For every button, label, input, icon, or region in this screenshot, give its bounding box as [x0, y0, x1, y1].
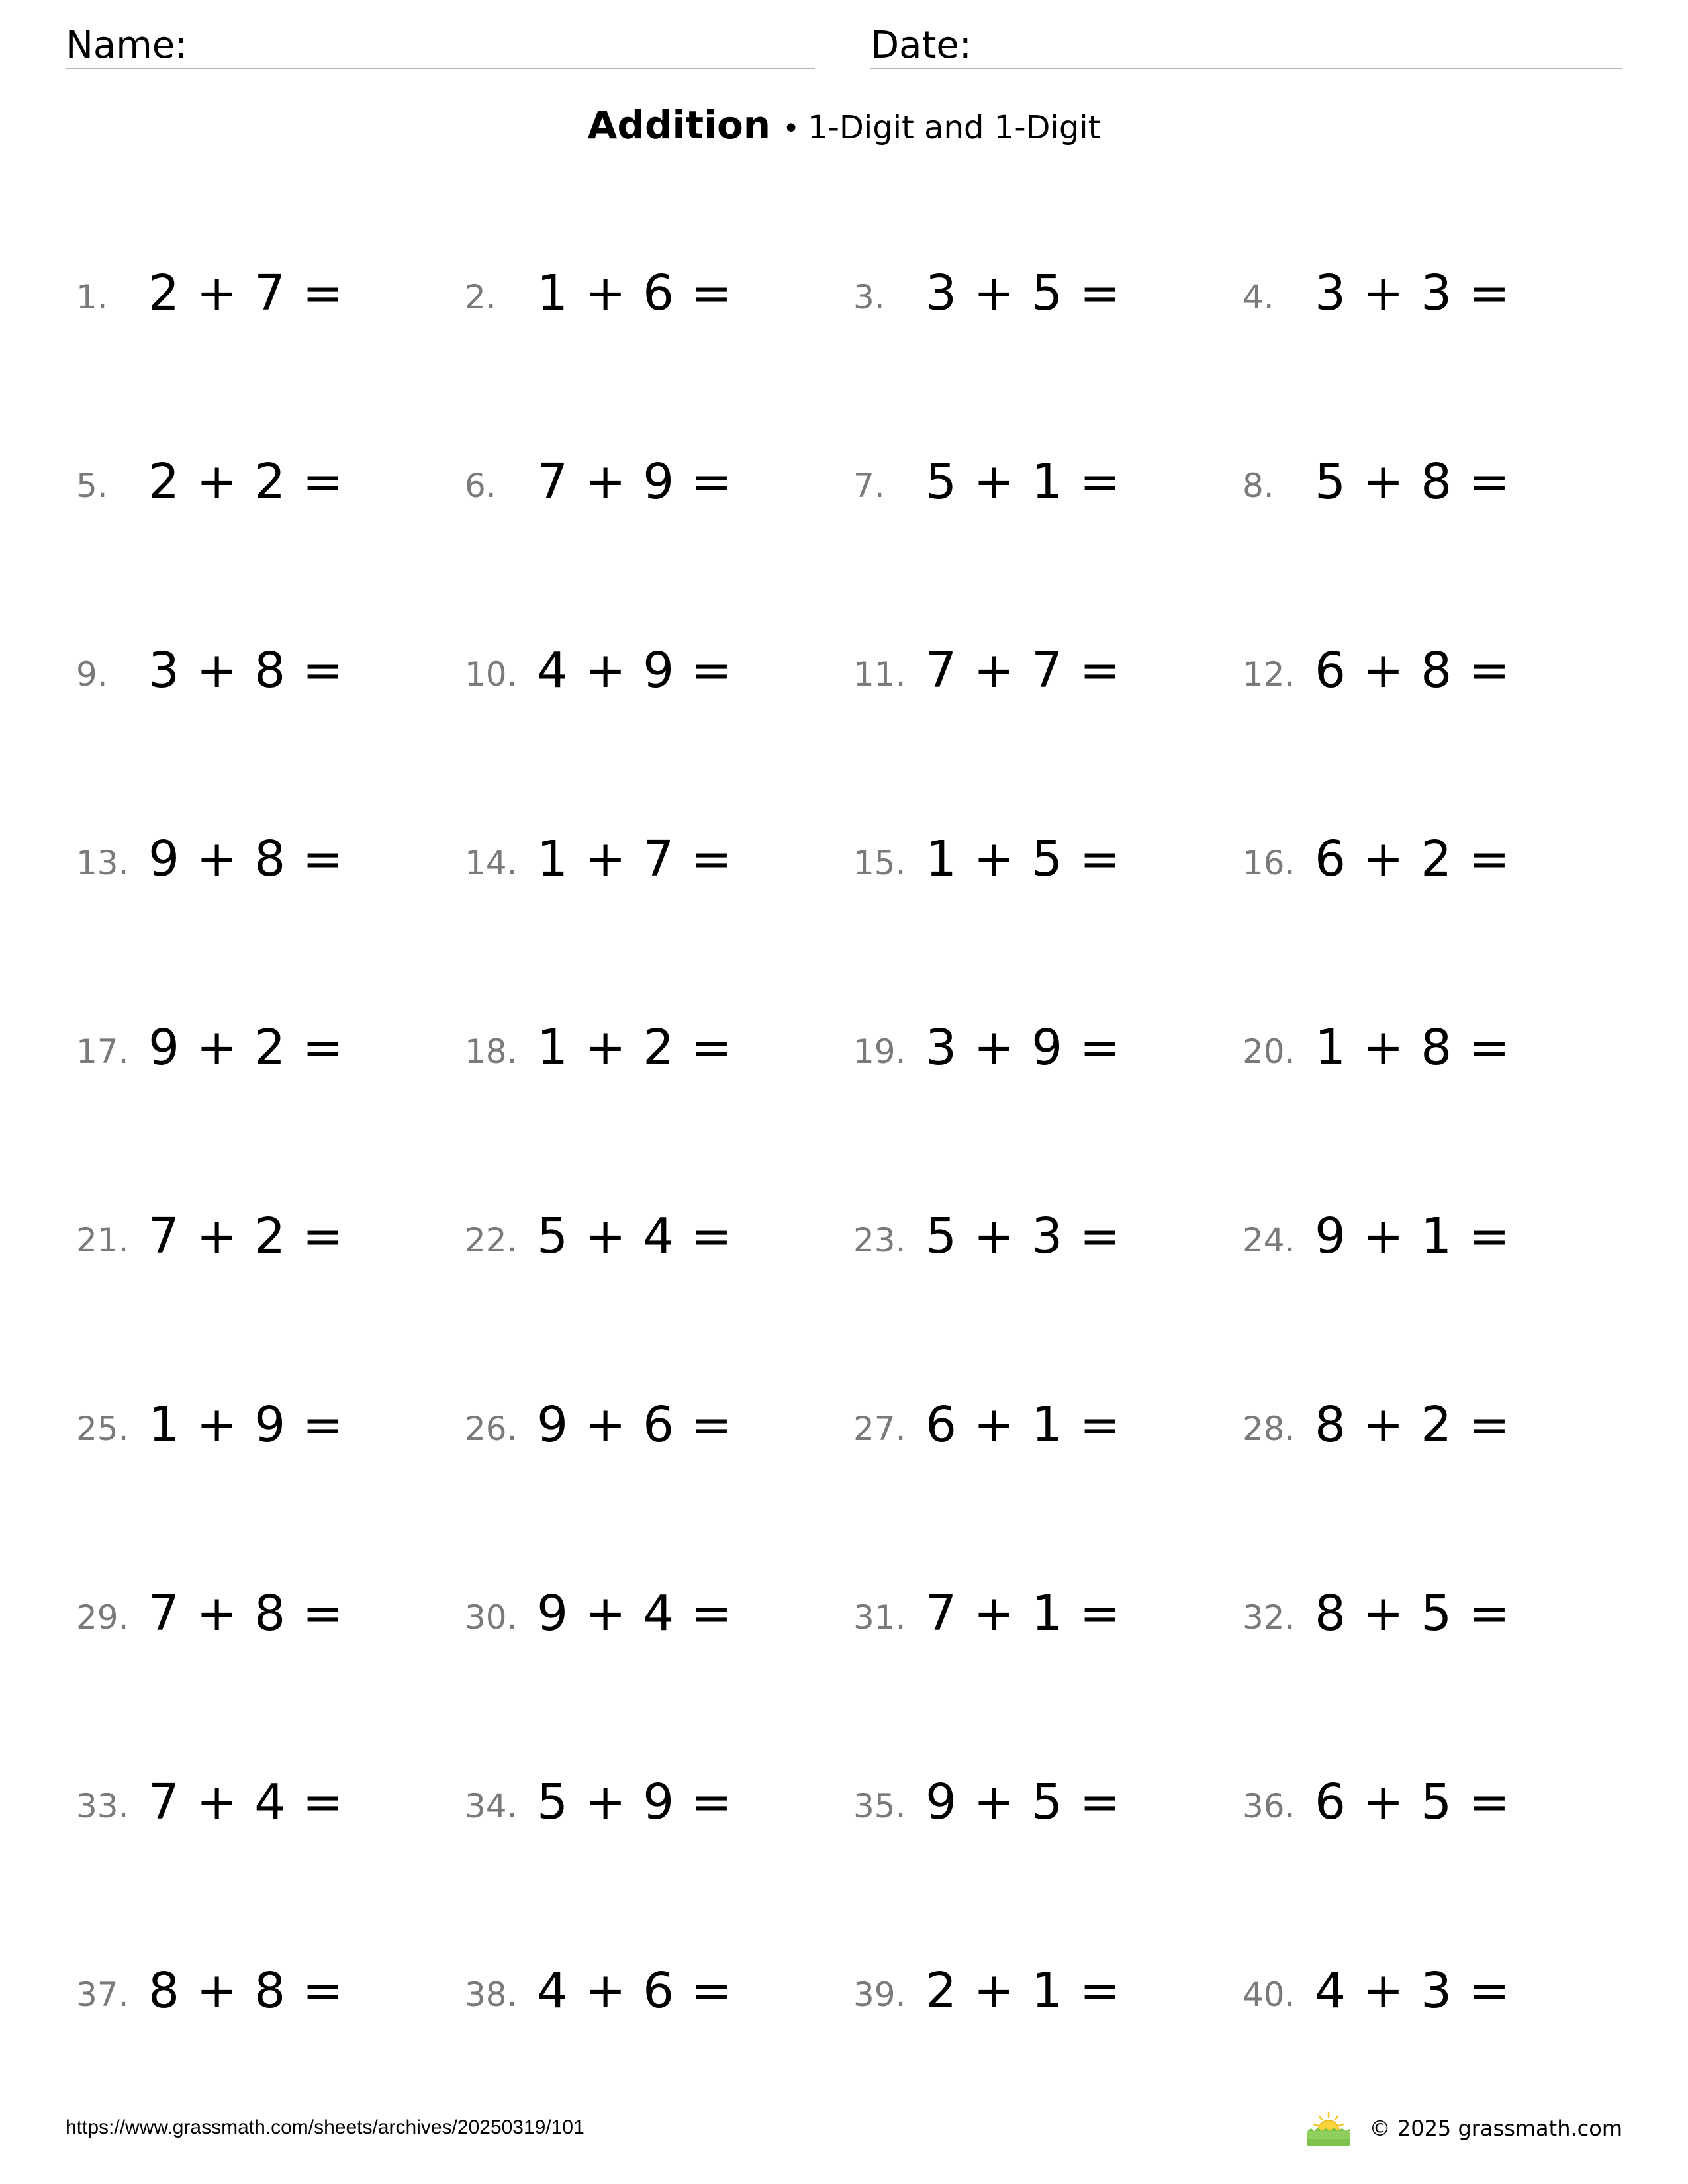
problem-expression: 9 + 4 =: [537, 1585, 733, 1642]
problem-expression: 7 + 2 =: [148, 1208, 344, 1265]
problem-number: 15.: [853, 844, 906, 882]
problem-item: [465, 824, 809, 890]
problem-item: [76, 1390, 420, 1456]
problem-number: 30.: [465, 1598, 518, 1637]
problem-number: 26.: [465, 1410, 518, 1448]
problem-number: 3.: [853, 278, 885, 316]
problem-number: 20.: [1243, 1032, 1295, 1071]
problem-item: [76, 824, 420, 890]
problem-item: [465, 1767, 809, 1833]
problem-number: 19.: [853, 1032, 906, 1071]
problem-item: [853, 635, 1197, 702]
problem-item: [853, 1767, 1197, 1833]
footer-url: https://www.grassmath.com/sheets/archives/20250319/101: [66, 2116, 585, 2138]
problem-number: 35.: [853, 1787, 906, 1825]
problem-number: 37.: [76, 1976, 129, 2014]
problem-expression: 6 + 2 =: [1315, 831, 1511, 887]
problem-number: 17.: [76, 1032, 129, 1071]
problem-number: 5.: [76, 467, 108, 505]
problem-item: [465, 258, 809, 324]
problem-item: [76, 1013, 420, 1079]
problem-number: 11.: [853, 655, 906, 694]
problem-item: [1243, 824, 1587, 890]
problem-item: [853, 258, 1197, 324]
problem-item: [465, 447, 809, 513]
problem-expression: 9 + 1 =: [1315, 1208, 1511, 1265]
problem-item: [76, 1201, 420, 1267]
problem-item: [1243, 447, 1587, 513]
problem-expression: 5 + 3 =: [925, 1208, 1121, 1265]
problem-item: [465, 1201, 809, 1267]
problem-number: 33.: [76, 1787, 129, 1825]
problem-number: 7.: [853, 467, 885, 505]
problem-item: [853, 1013, 1197, 1079]
problem-number: 18.: [465, 1032, 518, 1071]
problem-expression: 3 + 8 =: [148, 642, 344, 699]
problem-expression: 6 + 5 =: [1315, 1774, 1511, 1831]
problem-item: [1243, 1201, 1587, 1267]
problem-expression: 3 + 9 =: [925, 1019, 1121, 1076]
problem-expression: 4 + 3 =: [1315, 1962, 1511, 2019]
problem-number: 4.: [1243, 278, 1274, 316]
problem-expression: 1 + 6 =: [537, 265, 733, 322]
problem-expression: 7 + 9 =: [537, 453, 733, 510]
problem-item: [465, 1390, 809, 1456]
problem-item: [1243, 635, 1587, 702]
problem-expression: 1 + 7 =: [537, 831, 733, 887]
grass-sun-logo-icon: [1305, 2110, 1352, 2147]
problem-item: [853, 447, 1197, 513]
problem-item: [853, 1201, 1197, 1267]
problem-expression: 9 + 8 =: [148, 831, 344, 887]
problem-expression: 5 + 8 =: [1315, 453, 1511, 510]
problem-expression: 2 + 7 =: [148, 265, 344, 322]
problem-expression: 8 + 5 =: [1315, 1585, 1511, 1642]
title-subtitle: 1-Digit and 1-Digit: [808, 109, 1101, 146]
footer-branding: [1305, 2109, 1622, 2148]
problem-expression: 2 + 1 =: [925, 1962, 1121, 2019]
problem-expression: 7 + 8 =: [148, 1585, 344, 1642]
problem-expression: 9 + 2 =: [148, 1019, 344, 1076]
problem-number: 14.: [465, 844, 518, 882]
problem-item: [1243, 1578, 1587, 1645]
problem-number: 21.: [76, 1221, 129, 1259]
problem-expression: 1 + 8 =: [1315, 1019, 1511, 1076]
problem-number: 38.: [465, 1976, 518, 2014]
problem-item: [1243, 1956, 1587, 2022]
title-separator: •: [782, 112, 800, 146]
problem-number: 8.: [1243, 467, 1274, 505]
problem-expression: 6 + 8 =: [1315, 642, 1511, 699]
problem-item: [76, 1767, 420, 1833]
problem-expression: 9 + 6 =: [537, 1396, 733, 1453]
problem-number: 24.: [1243, 1221, 1295, 1259]
problem-number: 12.: [1243, 655, 1295, 694]
problem-number: 34.: [465, 1787, 518, 1825]
problem-expression: 9 + 5 =: [925, 1774, 1121, 1831]
problem-item: [465, 635, 809, 702]
problem-expression: 5 + 9 =: [537, 1774, 733, 1831]
problem-expression: 4 + 9 =: [537, 642, 733, 699]
problem-expression: 1 + 9 =: [148, 1396, 344, 1453]
problem-expression: 6 + 1 =: [925, 1396, 1121, 1453]
problem-expression: 3 + 3 =: [1315, 265, 1511, 322]
problem-number: 10.: [465, 655, 518, 694]
problem-item: [76, 1578, 420, 1645]
problem-item: [76, 635, 420, 702]
problem-item: [1243, 1390, 1587, 1456]
problem-expression: 8 + 8 =: [148, 1962, 344, 2019]
problem-expression: 7 + 1 =: [925, 1585, 1121, 1642]
problem-item: [1243, 258, 1587, 324]
problem-expression: 5 + 1 =: [925, 453, 1121, 510]
problem-expression: 1 + 5 =: [925, 831, 1121, 887]
problem-expression: 2 + 2 =: [148, 453, 344, 510]
problem-number: 39.: [853, 1976, 906, 2014]
problem-number: 31.: [853, 1598, 906, 1637]
problem-expression: 3 + 5 =: [925, 265, 1121, 322]
problem-item: [853, 824, 1197, 890]
problem-number: 25.: [76, 1410, 129, 1448]
title-main: Addition: [587, 103, 771, 148]
problem-number: 27.: [853, 1410, 906, 1448]
problem-number: 6.: [465, 467, 496, 505]
problem-item: [1243, 1767, 1587, 1833]
problem-number: 13.: [76, 844, 129, 882]
problem-number: 36.: [1243, 1787, 1295, 1825]
problem-number: 16.: [1243, 844, 1295, 882]
problem-number: 32.: [1243, 1598, 1295, 1637]
problem-item: [853, 1390, 1197, 1456]
problem-item: [76, 1956, 420, 2022]
problem-item: [465, 1013, 809, 1079]
problem-expression: 7 + 4 =: [148, 1774, 344, 1831]
problem-item: [853, 1956, 1197, 2022]
problem-expression: 4 + 6 =: [537, 1962, 733, 2019]
problem-number: 40.: [1243, 1976, 1295, 2014]
problem-number: 1.: [76, 278, 108, 316]
problem-item: [465, 1578, 809, 1645]
problem-expression: 8 + 2 =: [1315, 1396, 1511, 1453]
name-label: Name:: [66, 24, 188, 67]
problem-number: 2.: [465, 278, 496, 316]
problem-number: 23.: [853, 1221, 906, 1259]
problem-item: [76, 447, 420, 513]
problem-number: 28.: [1243, 1410, 1295, 1448]
problem-item: [853, 1578, 1197, 1645]
problem-expression: 7 + 7 =: [925, 642, 1121, 699]
problem-item: [1243, 1013, 1587, 1079]
date-label: Date:: [870, 24, 972, 67]
problem-number: 9.: [76, 655, 108, 694]
problem-expression: 1 + 2 =: [537, 1019, 733, 1076]
problem-item: [465, 1956, 809, 2022]
footer-copyright: © 2025 grassmath.com: [1369, 2116, 1622, 2141]
problem-number: 22.: [465, 1221, 518, 1259]
problem-expression: 5 + 4 =: [537, 1208, 733, 1265]
problem-number: 29.: [76, 1598, 129, 1637]
problem-item: [76, 258, 420, 324]
